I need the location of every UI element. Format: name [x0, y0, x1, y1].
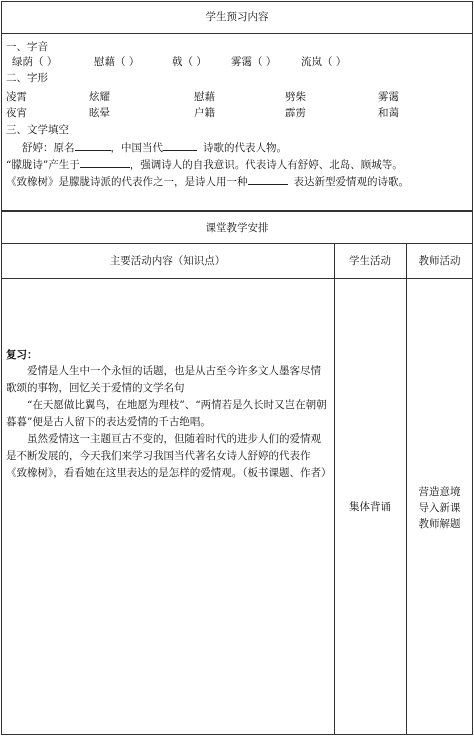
glyph-word: 户籍	[194, 107, 215, 119]
answer-blank[interactable]	[75, 139, 111, 151]
teacher-activity-item: 教师解题	[418, 518, 461, 530]
column-header-teacher: 教师活动	[418, 255, 461, 267]
fill-text: ，中国当代	[110, 142, 163, 154]
fill-text: 《致橡树》是朦胧诗派的代表作之一，是诗人用一种	[6, 176, 248, 188]
header-row-divider	[1, 278, 473, 279]
fill-text: 舒婷：原名	[22, 142, 75, 154]
preview-title: 学生预习内容	[205, 11, 269, 23]
glyph-word: 雾霭	[378, 91, 399, 103]
pronunciation-item: 绿荫（ ）	[12, 56, 58, 68]
review-paragraph-1: 爱情是人生中一个永恒的话题，也是从古至今许多文人墨客尽情歌颂的事物，回忆关于爱情的文学名句	[6, 365, 321, 394]
answer-blank[interactable]	[248, 173, 288, 185]
fill-text: 表达新型爱情观的诗歌。	[293, 176, 409, 188]
glyph-word: 炫耀	[89, 91, 110, 103]
review-heading: 复习：	[6, 349, 38, 361]
review-paragraph-3: 虽然爱情这一主题亘古不变的，但随着时代的进步人们的爱情观是不断发展的，今天我们来学习我国当代著名女诗人舒婷的代表作《致橡树》，看看她在这里表达的是怎样的爱情观。（板书课题、作者）	[6, 433, 332, 479]
fill-line-oak-tree	[6, 173, 409, 189]
pronunciation-item: 戟（ ）	[172, 56, 207, 68]
column-header-content: 主要活动内容（知识点）	[109, 255, 226, 267]
answer-blank[interactable]	[163, 139, 197, 151]
teacher-activity-item: 导入新课	[418, 502, 461, 514]
arrangement-title-divider	[1, 243, 473, 244]
answer-blank[interactable]	[80, 156, 130, 168]
glyph-word: 霹雳	[285, 107, 306, 119]
fill-line-menglong	[6, 156, 403, 172]
fill-text: 诗歌的代表人物。	[203, 142, 287, 154]
pronunciation-item: 慰藉（ ）	[94, 56, 140, 68]
teacher-activity-item: 营造意境	[418, 486, 461, 498]
glyph-word: 劈柴	[285, 91, 306, 103]
glyph-word: 慰藉	[194, 91, 215, 103]
section-literature-heading: 三、文学填空	[6, 124, 69, 136]
preview-title-divider	[1, 33, 473, 34]
column-divider-1	[334, 243, 335, 735]
section-pronunciation-heading: 一、字音	[6, 41, 48, 53]
arrangement-title: 课堂教学安排	[205, 222, 269, 234]
glyph-word: 夜宵	[6, 107, 27, 119]
student-activity: 集体背诵	[349, 501, 391, 513]
fill-line-shuting	[22, 139, 287, 155]
fill-text: “朦胧诗”产生于	[6, 159, 80, 171]
column-header-student: 学生活动	[349, 255, 391, 267]
glyph-word: 眩晕	[89, 107, 110, 119]
glyph-word: 和蔼	[378, 107, 399, 119]
review-paragraph-2: “在天愿做比翼鸟，在地愿为理枝”、“两情若是久长时又岂在朝朝暮暮”便是古人留下的表达爱情的千古绝唱。	[6, 399, 327, 428]
section-glyph-heading: 二、字形	[6, 72, 48, 84]
fill-text: ，强调诗人的自我意识。代表诗人有舒婷、北岛、顾城等。	[129, 159, 403, 171]
pronunciation-item: 雾霭（ ）	[231, 56, 277, 68]
glyph-word: 凌霄	[6, 91, 27, 103]
pronunciation-item: 流岚（ ）	[301, 56, 347, 68]
